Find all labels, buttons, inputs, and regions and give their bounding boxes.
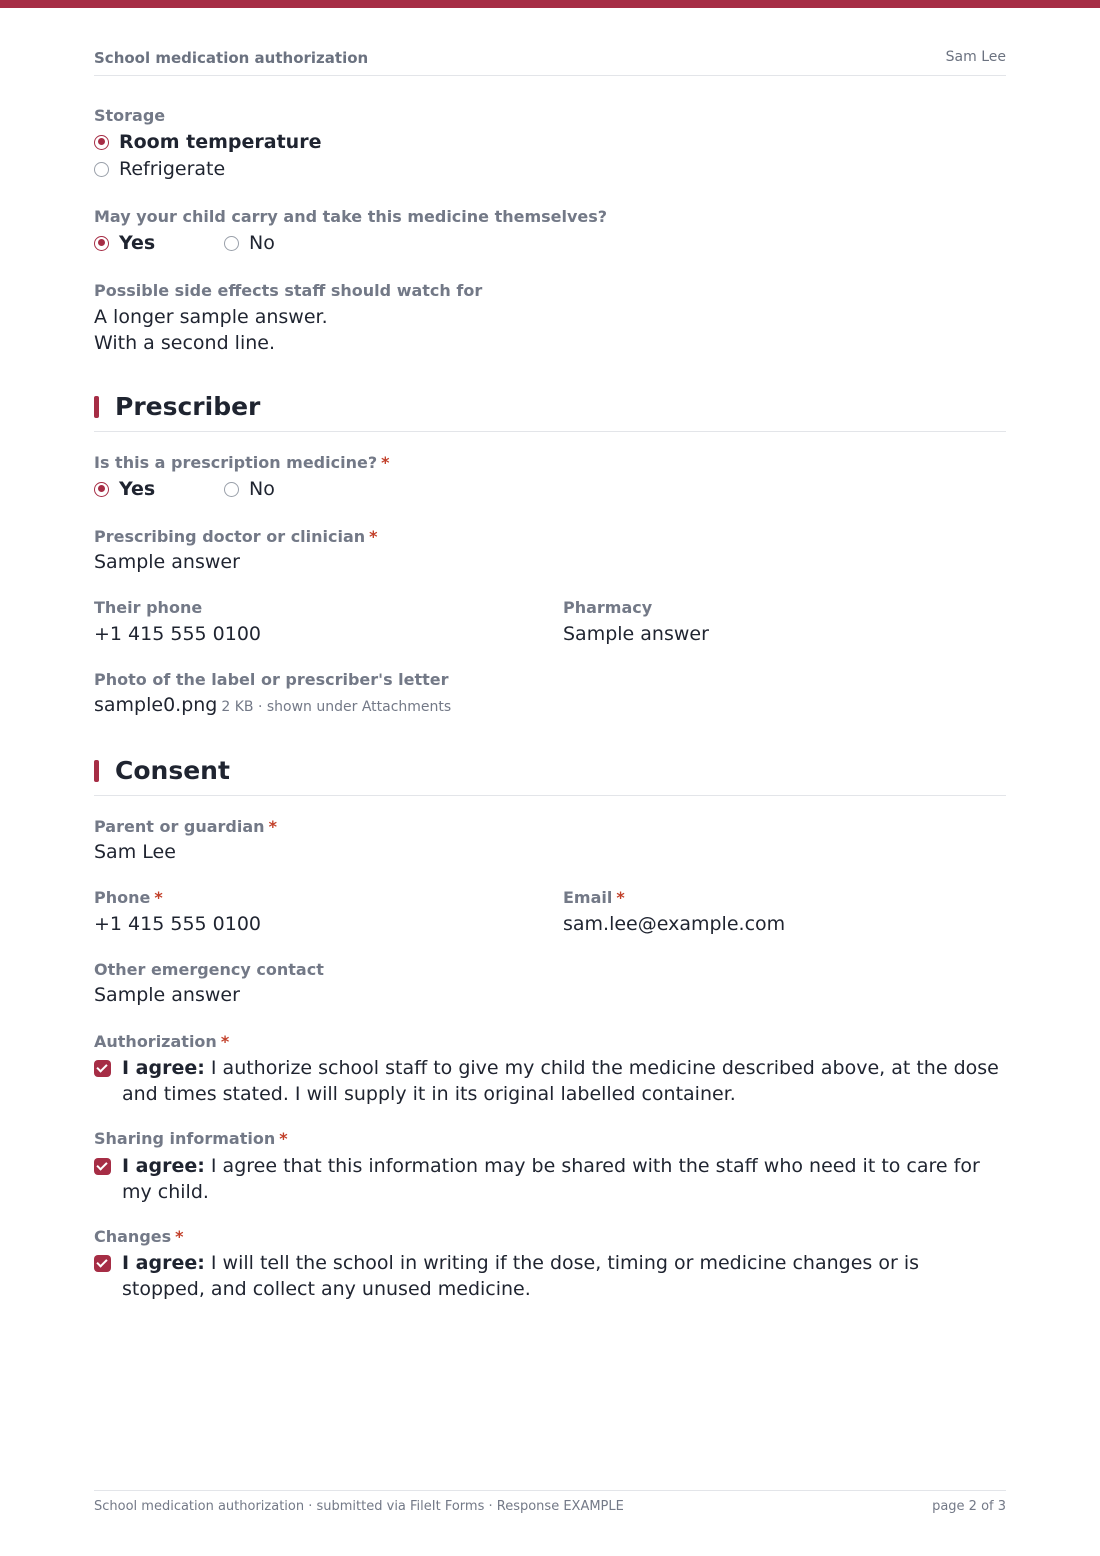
checkbox-checked-icon[interactable] [94, 1255, 111, 1272]
pharmacy-label: Pharmacy [563, 598, 653, 617]
form-page [94, 0, 1006, 1556]
storage-option-label: Refrigerate [119, 158, 226, 180]
section-title: Consent [115, 756, 230, 785]
self-carry-label: May your child carry and take this medicine themselves? [94, 207, 608, 226]
email-label: Email * [563, 888, 625, 907]
is-prescription-no[interactable] [224, 477, 275, 501]
section-title: Prescriber [115, 392, 261, 421]
attachment-meta: 2 KB · shown under Attachments [221, 699, 452, 715]
guardian-value: Sam Lee [94, 841, 176, 863]
doctor-label: Prescribing doctor or clinician * [94, 527, 378, 546]
photo-attachment[interactable] [94, 694, 451, 716]
changes-text: I agree: I will tell the school in writing if the dose, timing or medicine changes or is stopped, and collect any unused medicine. [122, 1252, 919, 1300]
radio-unselected-icon [94, 162, 109, 177]
page-header [94, 48, 1006, 76]
is-prescription-label: Is this a prescription medicine? * [94, 453, 390, 472]
sharing-label: Sharing information * [94, 1129, 288, 1148]
radio-unselected-icon [224, 482, 239, 497]
is-prescription-yes-label: Yes [119, 478, 156, 500]
section-accent-bar [94, 396, 99, 418]
required-marker: * [381, 453, 390, 472]
form-title: School medication authorization [94, 49, 369, 67]
guardian-phone-value: +1 415 555 0100 [94, 913, 262, 935]
radio-selected-icon [94, 236, 109, 251]
checkbox-checked-icon[interactable] [94, 1060, 111, 1077]
storage-option-room-temperature[interactable] [94, 130, 321, 154]
is-prescription-no-label: No [249, 478, 275, 500]
storage-option-label: Room temperature [119, 131, 322, 153]
side-effects-label: Possible side effects staff should watch for [94, 281, 483, 300]
page-number: page 2 of 3 [932, 1499, 1006, 1514]
section-consent [94, 758, 1006, 796]
radio-selected-icon [94, 482, 109, 497]
self-carry-yes-label: Yes [119, 232, 156, 254]
sharing-text: I agree: I agree that this information may be shared with the staff who need it to care for my child. [122, 1155, 980, 1203]
self-carry-yes[interactable] [94, 231, 155, 255]
section-accent-bar [94, 760, 99, 782]
self-carry-no[interactable] [224, 231, 275, 255]
required-marker: * [616, 888, 625, 907]
required-marker: * [220, 1032, 230, 1051]
required-marker: * [279, 1129, 288, 1148]
guardian-label: Parent or guardian * [94, 817, 277, 836]
is-prescription-yes[interactable] [94, 477, 155, 501]
side-effects-line-2: With a second line. [94, 332, 275, 354]
self-carry-no-label: No [249, 232, 275, 254]
radio-unselected-icon [224, 236, 239, 251]
doctor-value: Sample answer [94, 551, 240, 573]
side-effects-line-1: A longer sample answer. [94, 306, 328, 328]
storage-option-refrigerate[interactable] [94, 157, 225, 181]
section-prescriber [94, 394, 1006, 432]
prescriber-phone-value: +1 415 555 0100 [94, 623, 262, 645]
required-marker: * [268, 817, 277, 836]
checkbox-checked-icon[interactable] [94, 1158, 111, 1175]
respondent-name: Sam Lee [945, 49, 1006, 65]
pharmacy-value: Sample answer [563, 623, 709, 645]
emergency-contact-value: Sample answer [94, 984, 240, 1006]
authorization-text: I agree: I authorize school staff to give my child the medicine described above, at the dose and times stated. I will supply it in its original labelled container. [122, 1057, 999, 1105]
page-footer [94, 1490, 1006, 1520]
changes-checkbox-item[interactable] [94, 1250, 1006, 1302]
authorization-label: Authorization * [94, 1032, 230, 1051]
required-marker: * [154, 888, 163, 907]
attachment-file-name: sample0.png [94, 694, 218, 716]
prescriber-phone-label: Their phone [94, 598, 203, 617]
sharing-checkbox-item[interactable] [94, 1153, 1006, 1205]
email-value: sam.lee@example.com [563, 913, 786, 935]
changes-label: Changes * [94, 1227, 184, 1246]
side-effects-value [94, 304, 328, 356]
photo-label: Photo of the label or prescriber's letter [94, 670, 449, 689]
required-marker: * [369, 527, 378, 546]
storage-label: Storage [94, 106, 166, 125]
required-marker: * [175, 1227, 184, 1246]
emergency-contact-label: Other emergency contact [94, 960, 324, 979]
footer-info: School medication authorization · submitted via FileIt Forms · Response EXAMPLE [94, 1499, 624, 1514]
radio-selected-icon [94, 135, 109, 150]
authorization-checkbox-item[interactable] [94, 1055, 1006, 1107]
guardian-phone-label: Phone * [94, 888, 163, 907]
